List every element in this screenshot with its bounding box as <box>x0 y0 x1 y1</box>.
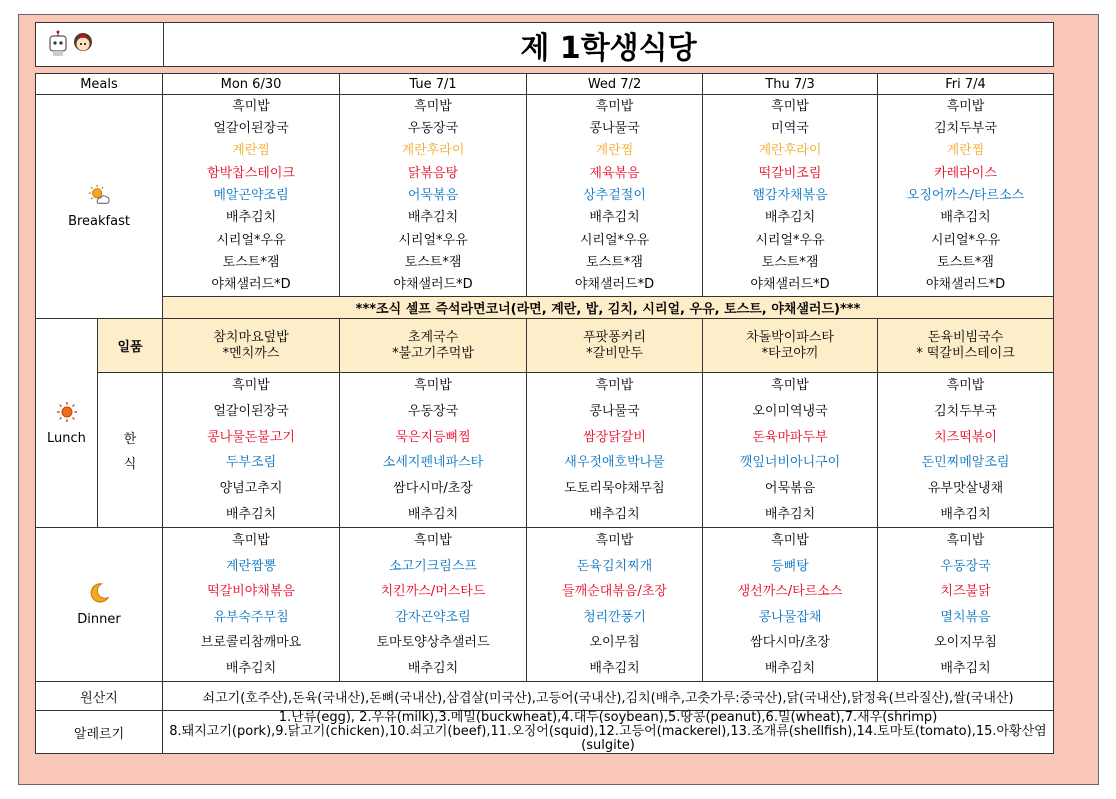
allergy-label: 알레르기 <box>36 711 163 754</box>
menu-item: 배추김치 <box>764 660 816 676</box>
menu-item: 어묵볶음 <box>764 480 816 496</box>
menu-item: 카레라이스 <box>934 165 997 181</box>
ilpum-cell <box>878 319 1054 373</box>
menu-item: 배추김치 <box>407 506 459 522</box>
day-header: Fri 7/4 <box>878 74 1054 95</box>
menu-item: 생선까스/타르소스 <box>737 584 843 600</box>
breakfast-day-cell <box>878 95 1054 297</box>
origin-label: 원산지 <box>36 682 163 711</box>
menu-item: 감자곤약조림 <box>395 609 471 625</box>
menu-item: 얼갈이된장국 <box>213 120 289 136</box>
menu-item: 야채샐러드*D <box>750 277 830 293</box>
breakfast-day-cell <box>163 95 340 297</box>
menu-item: 배추김치 <box>225 660 277 676</box>
ilpum-cell <box>527 319 703 373</box>
ilpum-main: 차돌박이파스타 <box>746 330 834 345</box>
menu-item: 배추김치 <box>225 506 277 522</box>
menu-item: 콩나물잡채 <box>758 609 822 625</box>
day-header: Wed 7/2 <box>527 74 703 95</box>
menu-item: 흑미밥 <box>232 533 270 549</box>
menu-item: 햄감자채볶음 <box>752 187 828 203</box>
menu-item: 토스트*잼 <box>404 254 462 270</box>
menu-item: 도토리묵야채무침 <box>564 480 665 496</box>
menu-item: 시리얼*우유 <box>398 232 468 248</box>
menu-item: 우동장국 <box>407 403 459 419</box>
menu-item: 배추김치 <box>589 506 640 522</box>
menu-item: 청리깐풍기 <box>583 609 646 625</box>
menu-item: 쌈다시마/초장 <box>750 635 830 651</box>
origin-row <box>36 682 1054 711</box>
menu-item: 토스트*잼 <box>761 254 819 270</box>
menu-item: 계란찜 <box>232 143 270 159</box>
hansik-day-cell <box>703 373 878 528</box>
menu-item: 오징어까스/타르소스 <box>906 187 1025 203</box>
hansik-day-cell <box>163 373 340 528</box>
hansik-day-cell <box>527 373 703 528</box>
menu-item: 배추김치 <box>940 506 991 522</box>
menu-item: 치즈불닭 <box>940 584 991 600</box>
menu-item: 돈민찌메알조림 <box>921 455 1010 471</box>
menu-item: 야채샐러드*D <box>211 277 291 293</box>
ilpum-cell <box>703 319 878 373</box>
menu-item: 얼갈이된장국 <box>213 403 289 419</box>
menu-item: 흑미밥 <box>946 533 985 549</box>
ilpum-side: * 떡갈비스테이크 <box>916 346 1015 361</box>
menu-item: 유부맛살냉채 <box>927 480 1004 496</box>
menu-item: 야채샐러드*D <box>925 277 1006 293</box>
menu-item: 배추김치 <box>407 660 459 676</box>
menu-item: 메알곤약조림 <box>213 187 289 203</box>
allergy-row <box>36 711 1054 754</box>
ilpum-cell <box>340 319 527 373</box>
hansik-label <box>98 373 163 528</box>
menu-item: 배추김치 <box>589 660 640 676</box>
menu-item: 배추김치 <box>764 506 816 522</box>
menu-item: 배추김치 <box>940 210 991 226</box>
menu-item: 두부조림 <box>225 455 277 471</box>
breakfast-label-cell <box>36 95 163 319</box>
menu-item: 김치두부국 <box>934 120 997 136</box>
hansik-day-cell <box>340 373 527 528</box>
menu-item: 흑미밥 <box>414 533 452 549</box>
menu-item: 토마토양상추샐러드 <box>376 635 490 651</box>
menu-item: 등뼈탕 <box>771 558 809 574</box>
lunch-ilpum-row <box>36 319 1054 373</box>
dinner-day-cell <box>878 528 1054 682</box>
ilpum-main: 참치마요덮밥 <box>213 330 289 345</box>
breakfast-label: Breakfast <box>68 214 130 229</box>
menu-item: 쌈장닭갈비 <box>583 429 646 445</box>
logo-box <box>35 22 164 67</box>
menu-item: 김치두부국 <box>934 403 997 419</box>
ilpum-side: *불고기주먹밥 <box>392 346 474 361</box>
mascot-logo-icon <box>36 23 163 66</box>
dinner-day-cell <box>527 528 703 682</box>
menu-item: 돈육김치찌개 <box>576 558 653 574</box>
menu-item: 계란짬뽕 <box>225 558 277 574</box>
menu-item: 계란찜 <box>946 143 985 159</box>
breakfast-day-cell <box>340 95 527 297</box>
menu-item: 흑미밥 <box>946 98 985 114</box>
menu-item: 흑미밥 <box>414 98 452 114</box>
menu-item: 어묵볶음 <box>407 187 459 203</box>
day-header: Tue 7/1 <box>340 74 527 95</box>
menu-item: 묵은지등뼈찜 <box>395 429 471 445</box>
day-header: Thu 7/3 <box>703 74 878 95</box>
ilpum-main: 푸팟퐁커리 <box>583 330 646 345</box>
menu-item: 흑미밥 <box>946 378 985 394</box>
ilpum-main: 초계국수 <box>407 330 459 345</box>
dinner-row <box>36 528 1054 682</box>
self-corner-row <box>36 297 1054 319</box>
origin-text: 쇠고기(호주산),돈육(국내산),돈뼈(국내산),삼겹살(미국산),고등어(국내산),김치(배추,고춧가루:중국산),닭(국내산),닭정육(브라질산),쌀(국내산) <box>163 682 1054 711</box>
menu-item: 콩나물국 <box>589 120 640 136</box>
lunch-label-cell <box>36 319 98 528</box>
menu-item: 토스트*잼 <box>586 254 643 270</box>
menu-item: 흑미밥 <box>232 98 270 114</box>
menu-item: 흑미밥 <box>595 378 634 394</box>
ilpum-cell <box>163 319 340 373</box>
hansik-day-cell <box>878 373 1054 528</box>
hansik-label-char: 식 <box>123 457 137 472</box>
menu-item: 쌈다시마/초장 <box>393 480 473 496</box>
menu-item: 양념고추지 <box>219 480 283 496</box>
menu-item: 떡갈비조림 <box>758 165 822 181</box>
menu-item: 흑미밥 <box>595 98 634 114</box>
breakfast-day-cell <box>703 95 878 297</box>
menu-item: 오이무침 <box>589 635 640 651</box>
menu-item: 흑미밥 <box>771 533 809 549</box>
menu-item: 치킨까스/머스타드 <box>380 584 486 600</box>
menu-item: 토스트*잼 <box>222 254 280 270</box>
day-header: Mon 6/30 <box>163 74 340 95</box>
menu-item: 야채샐러드*D <box>393 277 473 293</box>
sun-icon <box>56 401 78 423</box>
menu-item: 떡갈비야채볶음 <box>207 584 295 600</box>
menu-item: 토스트*잼 <box>937 254 994 270</box>
sun-cloud-icon <box>88 184 110 206</box>
menu-item: 소고기크림스프 <box>389 558 477 574</box>
menu-item: 계란후라이 <box>758 143 822 159</box>
menu-item: 유부숙주무침 <box>213 609 289 625</box>
ilpum-main: 돈육비빔국수 <box>927 330 1004 345</box>
menu-item: 시리얼*우유 <box>579 232 650 248</box>
menu-item: 우동장국 <box>940 558 991 574</box>
lunch-hansik-row <box>36 373 1054 528</box>
lunch-label: Lunch <box>47 430 86 446</box>
menu-item: 콩나물돈불고기 <box>207 429 295 445</box>
menu-item: 시리얼*우유 <box>930 232 1001 248</box>
ilpum-label: 일품 <box>98 319 163 373</box>
moon-icon <box>88 582 110 604</box>
menu-item: 흑미밥 <box>771 98 809 114</box>
ilpum-side: *멘치까스 <box>222 346 280 361</box>
breakfast-row <box>36 95 1054 297</box>
menu-item: 시리얼*우유 <box>216 232 286 248</box>
menu-item: 브로콜리참깨마요 <box>200 635 302 651</box>
menu-item: 오이미역냉국 <box>752 403 828 419</box>
menu-item: 배추김치 <box>764 210 816 226</box>
dinner-label: Dinner <box>77 612 121 627</box>
menu-item: 야채샐러드*D <box>574 277 655 293</box>
breakfast-day-cell <box>527 95 703 297</box>
menu-item: 돈육마파두부 <box>752 429 828 445</box>
header-row <box>36 74 1054 95</box>
menu-item: 흑미밥 <box>414 378 452 394</box>
allergy-line: 1.난류(egg), 2.우유(milk),3.메밀(buckwheat),4.대두(soybean),5.땅콩(peanut),6.밀(wheat),7.새우(shrimp) <box>278 710 938 725</box>
menu-item: 제육볶음 <box>589 165 640 181</box>
ilpum-side: *갈비만두 <box>586 346 643 361</box>
ilpum-side: *타코야끼 <box>761 346 819 361</box>
menu-item: 치즈떡볶이 <box>934 429 997 445</box>
menu-item: 함박찹스테이크 <box>207 165 295 181</box>
menu-item: 계란찜 <box>595 143 634 159</box>
menu-item: 깻잎너비아니구이 <box>739 455 841 471</box>
menu-item: 배추김치 <box>589 210 640 226</box>
menu-item: 오이지무침 <box>934 635 997 651</box>
page-title: 제 1학생식당 <box>163 22 1054 67</box>
menu-item: 흑미밥 <box>771 378 809 394</box>
menu-item: 미역국 <box>771 120 809 136</box>
menu-item: 배추김치 <box>225 210 277 226</box>
menu-item: 우동장국 <box>407 120 459 136</box>
menu-item: 시리얼*우유 <box>755 232 825 248</box>
dinner-day-cell <box>340 528 527 682</box>
allergy-line: 8.돼지고기(pork),9.닭고기(chicken),10.쇠고기(beef),11.오징어(squid),12.고등어(mackerel),13.조개류(shellfish),14.토마토(tomato),15.아황산염(sulgite) <box>169 724 1047 753</box>
allergy-text <box>163 711 1054 754</box>
dinner-day-cell <box>163 528 340 682</box>
menu-item: 새우젓애호박나물 <box>564 455 665 471</box>
menu-item: 닭볶음탕 <box>407 165 459 181</box>
menu-item: 상추겉절이 <box>583 187 646 203</box>
menu-item: 들깨순대볶음/초장 <box>562 584 667 600</box>
menu-item: 소세지펜네파스타 <box>382 455 484 471</box>
dinner-label-cell <box>36 528 163 682</box>
menu-item: 배추김치 <box>407 210 459 226</box>
menu-item: 배추김치 <box>940 660 991 676</box>
menu-item: 콩나물국 <box>589 403 640 419</box>
hansik-label-char: 한 <box>123 432 137 447</box>
self-corner-notice: ***조식 셀프 즉석라면코너(라면, 계란, 밥, 김치, 시리얼, 우유, 토스트, 야채샐러드)*** <box>163 297 1054 319</box>
menu-item: 계란후라이 <box>401 143 465 159</box>
menu-item: 멸치볶음 <box>940 609 991 625</box>
dinner-day-cell <box>703 528 878 682</box>
menu-item: 흑미밥 <box>595 533 634 549</box>
meals-header: Meals <box>36 74 163 95</box>
meal-table <box>35 73 1054 754</box>
menu-item: 흑미밥 <box>232 378 270 394</box>
